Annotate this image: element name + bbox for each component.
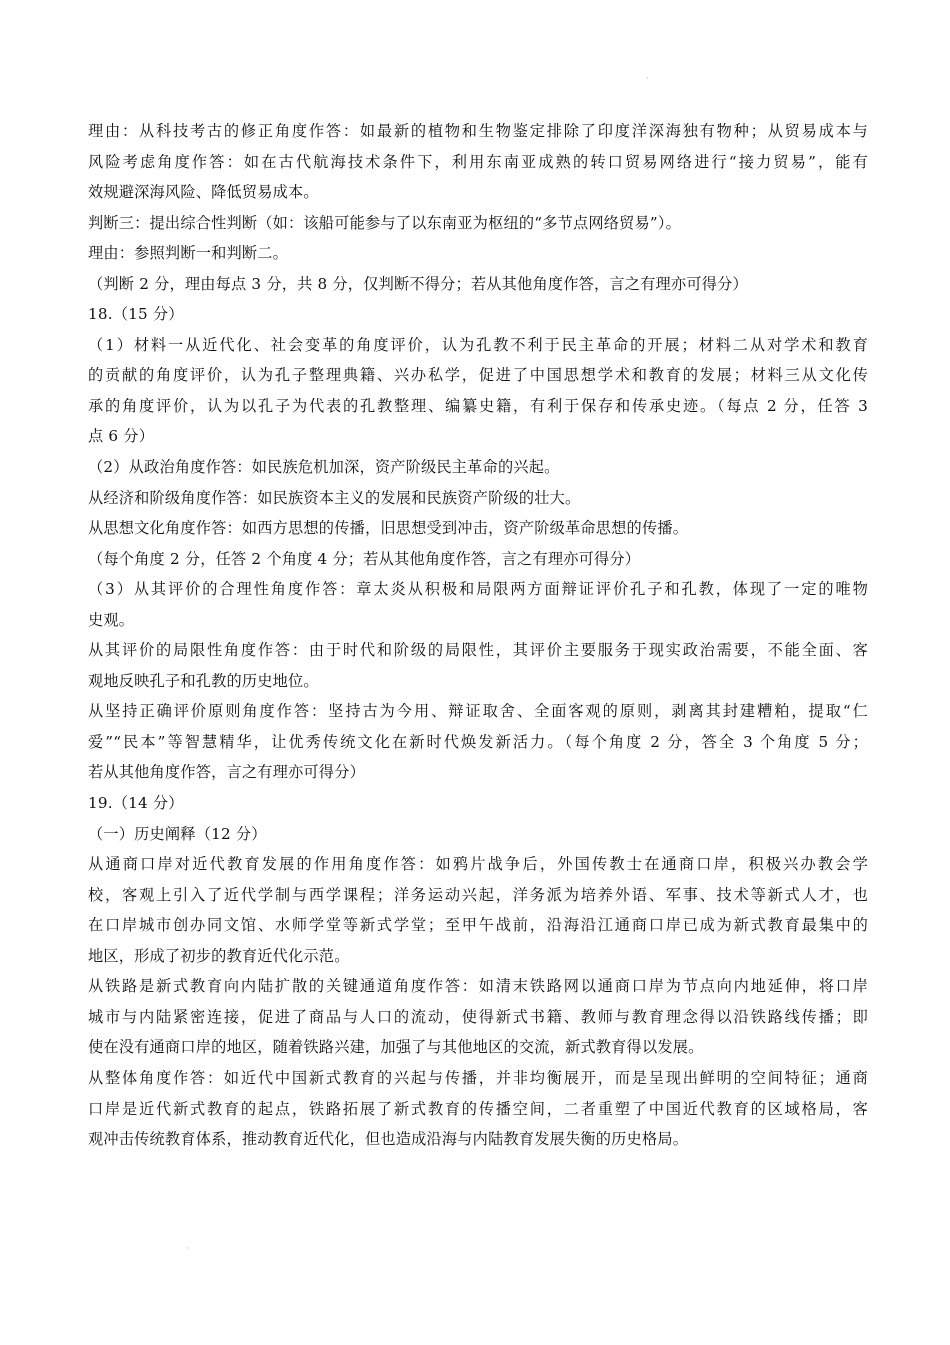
text-line: 从思想文化角度作答：如西方思想的传播，旧思想受到冲击，资产阶级革命思想的传播。: [88, 519, 689, 538]
text-line: （1）材料一从近代化、社会变革的角度评价，认为孔教不利于民主革命的开展；材料二从对学术和教育: [88, 335, 868, 354]
text-line: 爱”“民本”等智慧精华，让优秀传统文化在新时代焕发新活力。（每个角度 2 分，答全 3 个角度 5 分；: [88, 732, 868, 751]
text-line: 的贡献的角度评价，认为孔子整理典籍、兴办私学，促进了中国思想学术和教育的发展；材料三从文化传: [88, 366, 868, 385]
text-line: 从经济和阶级角度作答：如民族资本主义的发展和民族资产阶级的壮大。: [88, 488, 581, 507]
page-artifact-dot: ·: [646, 74, 649, 84]
text-line: 观地反映孔子和孔教的历史地位。: [88, 671, 319, 690]
text-line: 从整体角度作答：如近代中国新式教育的兴起与传播，并非均衡展开，而是呈现出鲜明的空间特征；通商: [88, 1068, 868, 1087]
text-line: 判断三：提出综合性判断（如：该船可能参与了以东南亚为枢纽的“多节点网络贸易”）。: [88, 213, 682, 232]
text-line: 理由：从科技考古的修正角度作答：如最新的植物和生物鉴定排除了印度洋深海独有物种；从贸易成本与: [88, 122, 868, 140]
text-line: 从其评价的局限性角度作答：由于时代和阶级的局限性，其评价主要服务于现实政治需要，不能全面、客: [88, 641, 868, 660]
text-line: （2）从政治角度作答：如民族危机加深，资产阶级民主革命的兴起。: [88, 458, 560, 477]
text-line: 理由：参照判断一和判断二。: [88, 244, 289, 263]
text-line: 点 6 分）: [88, 427, 155, 446]
text-line: 承的角度评价，认为以孔子为代表的孔教整理、编纂史籍，有利于保存和传承史迹。（每点 2 分，任答 3: [88, 396, 868, 415]
text-line: 地区，形成了初步的教育近代化示范。: [88, 946, 350, 965]
text-line: 从坚持正确评价原则角度作答：坚持古为今用、辩证取舍、全面客观的原则，剥离其封建糟粕，提取“仁: [88, 702, 868, 721]
text-line: （3）从其评价的合理性角度作答：章太炎从积极和局限两方面辩证评价孔子和孔教，体现了一定的唯物: [88, 580, 868, 599]
text-line: 校，客观上引入了近代学制与西学课程；洋务运动兴起，洋务派为培养外语、军事、技术等新式人才，也: [88, 885, 868, 904]
text-line: 观冲击传统教育体系，推动教育近代化，但也造成沿海与内陆教育发展失衡的历史格局。: [88, 1130, 689, 1149]
text-line: 19.（14 分）: [88, 794, 184, 813]
text-line: 18.（15 分）: [88, 305, 184, 324]
text-line: （每个角度 2 分，任答 2 个角度 4 分；若从其他角度作答，言之有理亦可得分）: [88, 549, 641, 568]
text-line: 口岸是近代新式教育的起点，铁路拓展了新式教育的传播空间，二者重塑了中国近代教育的区域格局，客: [88, 1099, 868, 1118]
text-line: 从铁路是新式教育向内陆扩散的关键通道角度作答：如清末铁路网以通商口岸为节点向内地延伸，将口岸: [88, 977, 868, 996]
text-line: 史观。: [88, 610, 135, 629]
text-line: 在口岸城市创办同文馆、水师学堂等新式学堂；至甲午战前，沿海沿江通商口岸已成为新式教育最集中的: [88, 916, 868, 935]
page-artifact-dot: ·: [186, 1244, 189, 1254]
text-line: （判断 2 分，理由每点 3 分，共 8 分，仅判断不得分；若从其他角度作答，言之有理亦可得分）: [88, 274, 748, 293]
text-line: 风险考虑角度作答：如在古代航海技术条件下，利用东南亚成熟的转口贸易网络进行“接力贸易”，能有: [88, 152, 868, 171]
answer-text-body: [88, 116, 868, 1155]
text-line: 从通商口岸对近代教育发展的作用角度作答：如鸦片战争后，外国传教士在通商口岸，积极兴办教会学: [88, 855, 868, 874]
text-line: 城市与内陆紧密连接，促进了商品与人口的流动，使得新式书籍、教师与教育理念得以沿铁路线传播；即: [88, 1007, 868, 1026]
text-line: （一）历史阐释（12 分）: [88, 824, 267, 843]
text-line: 使在没有通商口岸的地区，随着铁路兴建，加强了与其他地区的交流，新式教育得以发展。: [88, 1038, 704, 1057]
text-line: 若从其他角度作答，言之有理亦可得分）: [88, 763, 365, 782]
text-line: 效规避深海风险、降低贸易成本。: [88, 183, 319, 202]
